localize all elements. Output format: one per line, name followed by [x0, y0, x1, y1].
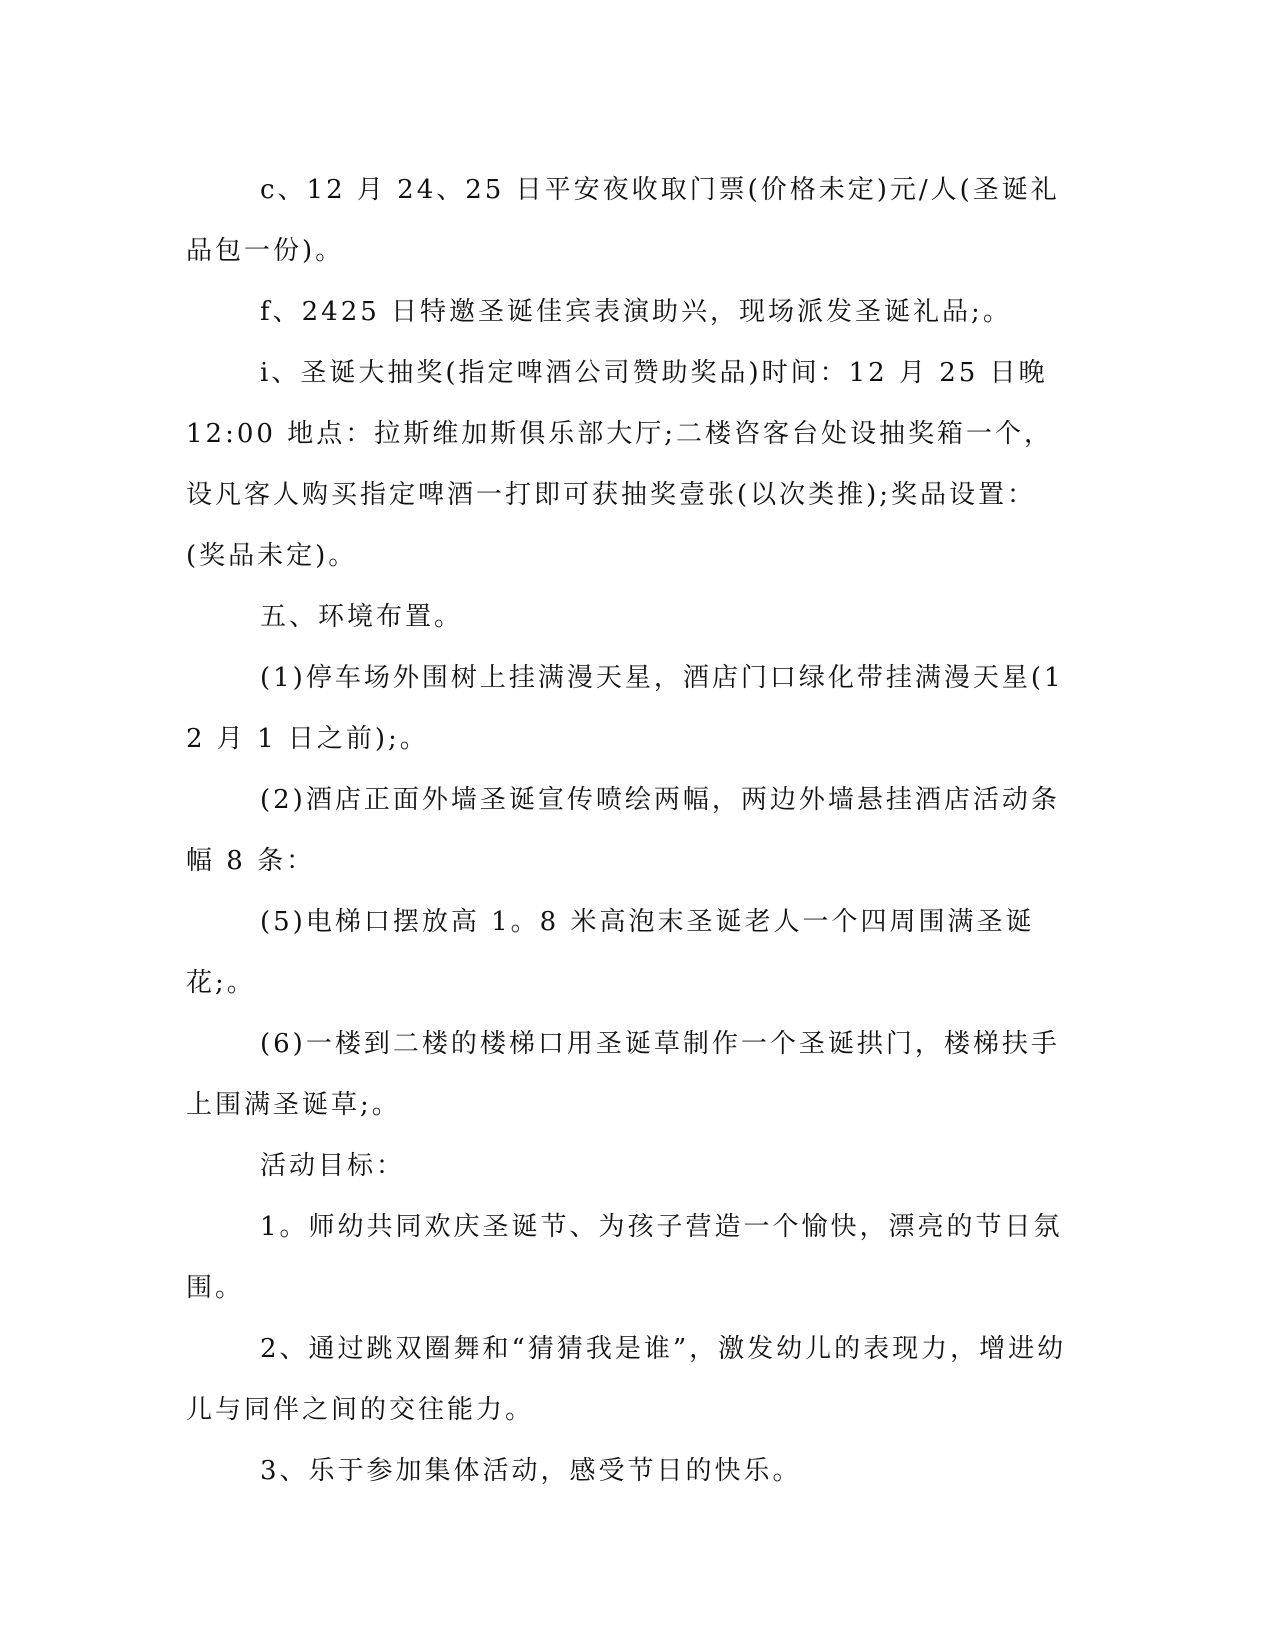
paragraph-item-2: (2)酒店正面外墙圣诞宣传喷绘两幅，两边外墙悬挂酒店活动条幅 8 条：	[186, 785, 1060, 876]
paragraph-goal-1: 1。师幼共同欢庆圣诞节、为孩子营造一个愉快，漂亮的节日氛围。	[186, 1212, 1063, 1303]
paragraph-goal-2: 2、通过跳双圈舞和“猜猜我是谁”，激发幼儿的表现力，增进幼儿与同伴之间的交往能力。	[186, 1334, 1067, 1425]
paragraph-lottery: i、圣诞大抽奖(指定啤酒公司赞助奖品)时间：12 月 25 日晚 12:00 地点：拉斯维加斯俱乐部大厅;二楼咨客台处设抽奖箱一个，设凡客人购买指定啤酒一打即可获抽奖壹张(以次类推);奖品设置：(奖品未定)。	[186, 358, 1053, 571]
document-body	[186, 160, 1076, 1502]
heading-activity-goals: 活动目标：	[260, 1151, 406, 1181]
paragraph-ticket: c、12 月 24、25 日平安夜收取门票(价格未定)元/人(圣诞礼品包一份)。	[186, 175, 1060, 266]
paragraph-item-6: (6)一楼到二楼的楼梯口用圣诞草制作一个圣诞拱门，楼梯扶手上围满圣诞草;。	[186, 1029, 1060, 1120]
section-heading-environment: 五、环境布置。	[260, 602, 464, 632]
paragraph-goal-3: 3、乐于参加集体活动，感受节日的快乐。	[260, 1456, 802, 1486]
paragraph-performance: f、2425 日特邀圣诞佳宾表演助兴，现场派发圣诞礼品;。	[260, 297, 1012, 327]
paragraph-item-1: (1)停车场外围树上挂满漫天星，酒店门口绿化带挂满漫天星(12 月 1 日之前);。	[186, 663, 1064, 754]
paragraph-item-5: (5)电梯口摆放高 1。8 米高泡末圣诞老人一个四周围满圣诞花;。	[186, 907, 1035, 998]
